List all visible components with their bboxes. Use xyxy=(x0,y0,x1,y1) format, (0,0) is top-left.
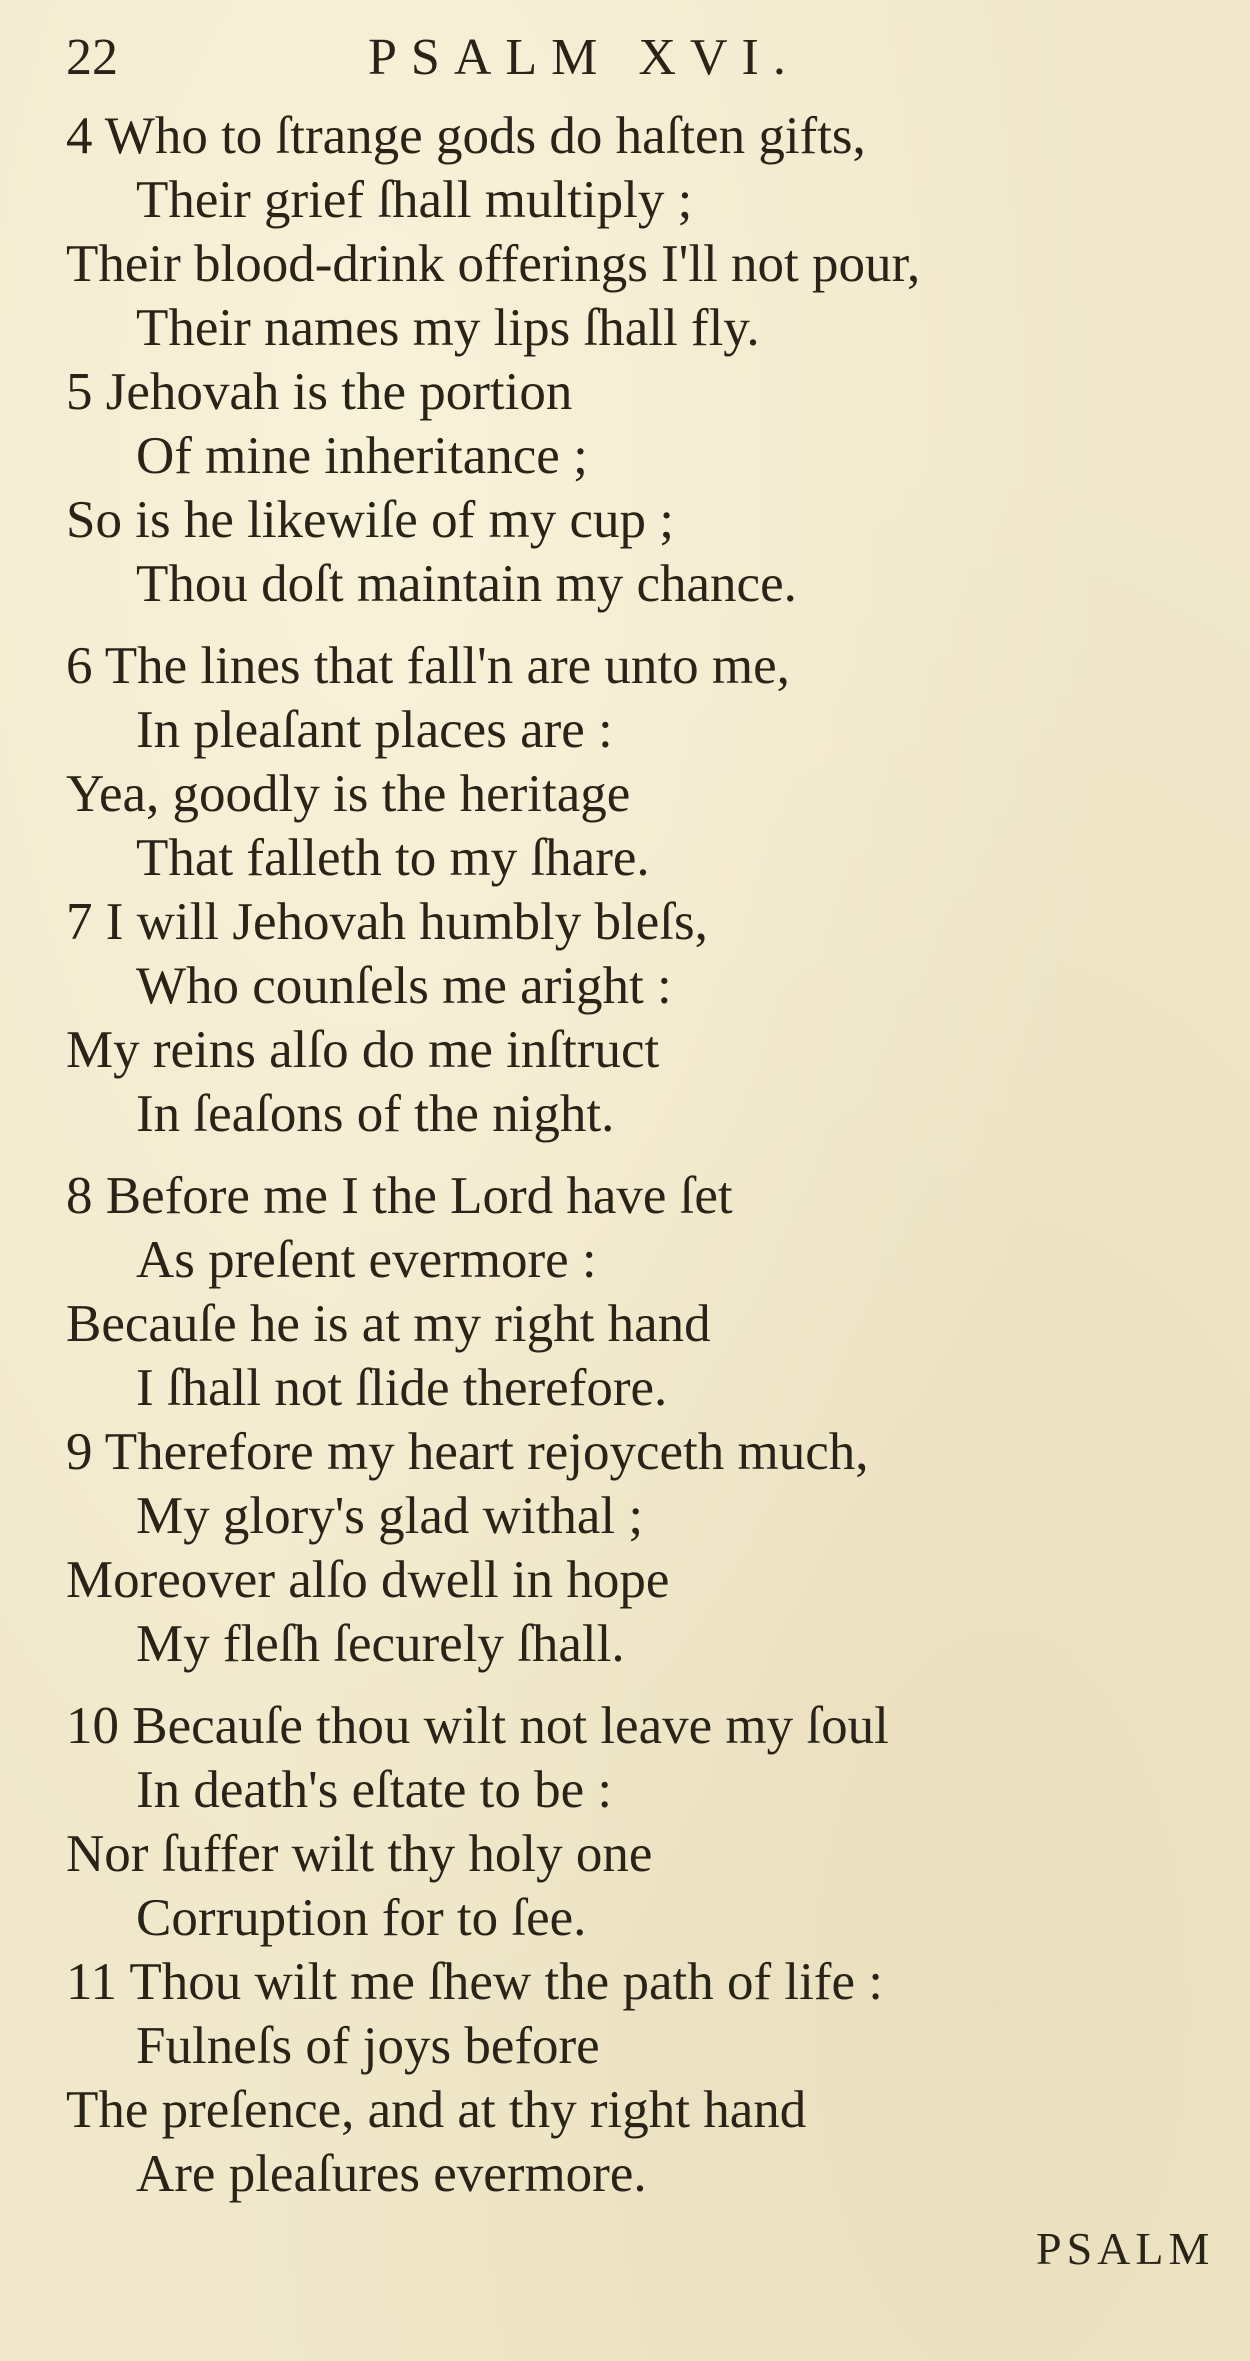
verse-line xyxy=(66,168,1186,232)
verse-line xyxy=(66,2014,1186,2078)
verse-line xyxy=(66,1228,1186,1292)
verse-line xyxy=(66,488,1186,552)
verse-text: In pleaſant places are : xyxy=(136,701,613,759)
verse-text: Therefore my heart rejoyceth much, xyxy=(104,1423,869,1481)
verse-text: Their names my lips ſhall fly. xyxy=(136,299,760,357)
verse-line xyxy=(66,1420,1186,1484)
verse-text: Thou doſt maintain my chance. xyxy=(136,555,797,613)
stanza-gap xyxy=(66,1676,1186,1694)
verse-line xyxy=(66,424,1186,488)
verse-text: I will Jehovah humbly bleſs, xyxy=(105,893,708,951)
verse-text: In death's eſtate to be : xyxy=(136,1761,613,1819)
verse-number: 9 xyxy=(66,1423,93,1481)
verse-line xyxy=(66,360,1186,424)
verse-line xyxy=(66,1164,1186,1228)
verse-line xyxy=(66,890,1186,954)
verse-text: As preſent evermore : xyxy=(136,1231,597,1289)
stanza xyxy=(66,104,1186,616)
verse-line xyxy=(66,552,1186,616)
stanza xyxy=(66,634,1186,1146)
verse-number: 4 xyxy=(66,107,93,165)
verse-number: 5 xyxy=(66,363,93,421)
verse-text: Moreover alſo dwell in hope xyxy=(66,1551,670,1609)
psalm-text xyxy=(66,104,1186,2206)
verse-line xyxy=(66,762,1186,826)
verse-text: Fulneſs of joys before xyxy=(136,2017,600,2075)
verse-number: 11 xyxy=(66,1953,118,2011)
verse-text: That falleth to my ſhare. xyxy=(136,829,650,887)
verse-text: Who to ſtrange gods do haſten gifts, xyxy=(104,107,866,165)
verse-line xyxy=(66,1822,1186,1886)
verse-text: Nor ſuffer wilt thy holy one xyxy=(66,1825,653,1883)
verse-text: Before me I the Lord have ſet xyxy=(105,1167,733,1225)
verse-line xyxy=(66,1484,1186,1548)
verse-line xyxy=(66,2078,1186,2142)
verse-line xyxy=(66,1292,1186,1356)
verse-line xyxy=(66,104,1186,168)
verse-line xyxy=(66,634,1186,698)
verse-line xyxy=(66,1694,1186,1758)
verse-line xyxy=(66,232,1186,296)
verse-number: 8 xyxy=(66,1167,93,1225)
verse-number: 10 xyxy=(66,1697,119,1755)
verse-line xyxy=(66,1612,1186,1676)
verse-text: My reins alſo do me inſtruct xyxy=(66,1021,660,1079)
verse-line xyxy=(66,1082,1186,1146)
stanza-gap xyxy=(66,1146,1186,1164)
verse-line xyxy=(66,954,1186,1018)
stanza xyxy=(66,1164,1186,1676)
verse-text: So is he likewiſe of my cup ; xyxy=(66,491,674,549)
verse-text: Their blood-drink offerings I'll not pour, xyxy=(66,235,921,293)
verse-text: Becauſe thou wilt not leave my ſoul xyxy=(132,1697,889,1755)
verse-line xyxy=(66,698,1186,762)
verse-text: Of mine inheritance ; xyxy=(136,427,588,485)
page-header xyxy=(66,18,1166,98)
verse-line xyxy=(66,1950,1186,2014)
verse-text: Their grief ſhall multiply ; xyxy=(136,171,693,229)
stanza xyxy=(66,1694,1186,2206)
page-number: 22 xyxy=(66,29,118,86)
verse-text: Who counſels me aright : xyxy=(136,957,672,1015)
verse-text: The lines that fall'n are unto me, xyxy=(104,637,790,695)
verse-line xyxy=(66,2142,1186,2206)
verse-text: Are pleaſures evermore. xyxy=(136,2145,647,2203)
verse-text: In ſeaſons of the night. xyxy=(136,1085,615,1143)
verse-line xyxy=(66,1886,1186,1950)
catchword: PSALM xyxy=(1036,2223,1215,2274)
verse-line xyxy=(66,1018,1186,1082)
verse-line xyxy=(66,296,1186,360)
verse-text: The preſence, and at thy right hand xyxy=(66,2081,807,2139)
verse-text: Becauſe he is at my right hand xyxy=(66,1295,711,1353)
verse-number: 6 xyxy=(66,637,93,695)
stanza-gap xyxy=(66,616,1186,634)
verse-line xyxy=(66,1758,1186,1822)
verse-line xyxy=(66,1356,1186,1420)
verse-text: Corruption for to ſee. xyxy=(136,1889,587,1947)
verse-text: My glory's glad withal ; xyxy=(136,1487,644,1545)
verse-text: Yea, goodly is the heritage xyxy=(66,765,631,823)
verse-text: Thou wilt me ſhew the path of life : xyxy=(129,1953,883,2011)
verse-line xyxy=(66,826,1186,890)
verse-text: Jehovah is the portion xyxy=(105,363,573,421)
verse-number: 7 xyxy=(66,893,93,951)
running-head: PSALM XVI. xyxy=(368,29,800,86)
verse-text: My fleſh ſecurely ſhall. xyxy=(136,1615,625,1673)
verse-line xyxy=(66,1548,1186,1612)
verse-text: I ſhall not ſlide therefore. xyxy=(136,1359,668,1417)
